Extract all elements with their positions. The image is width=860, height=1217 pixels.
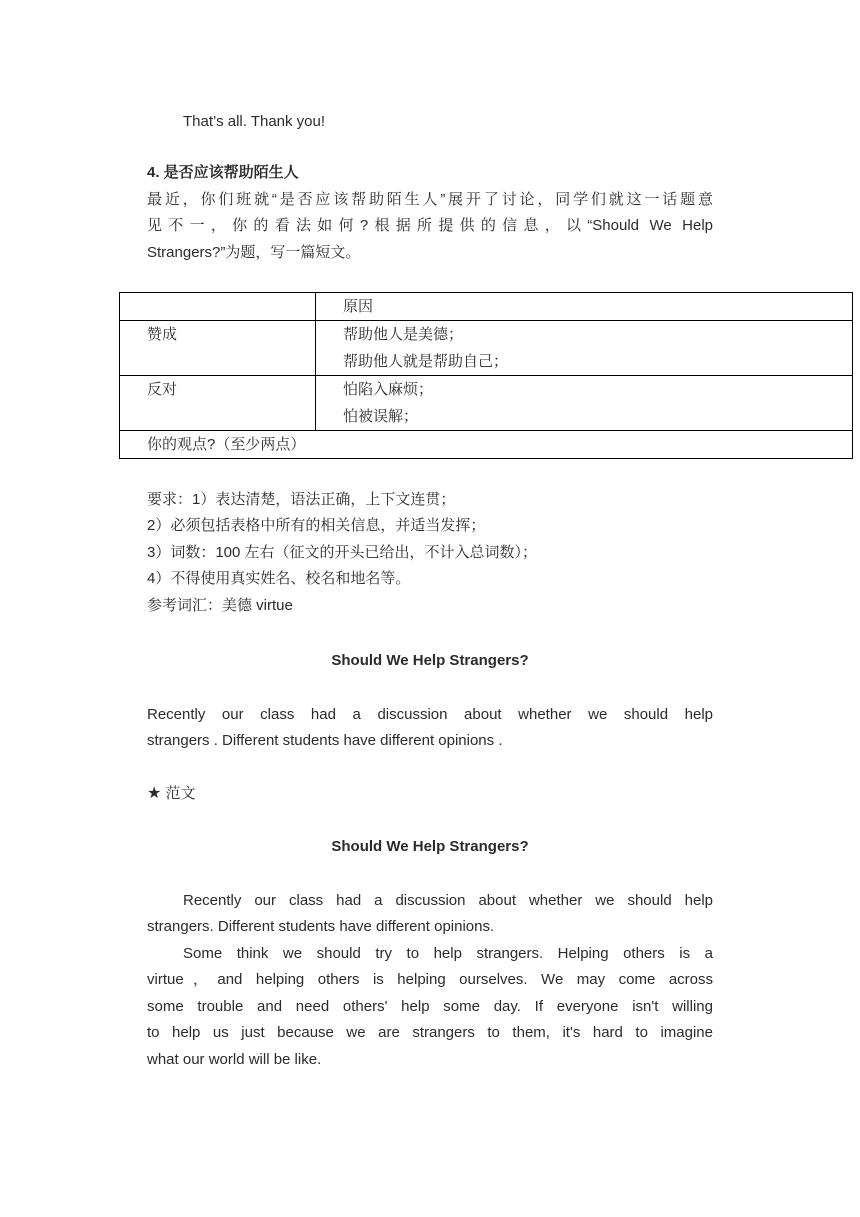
table-footer-cell: 你的观点?（至少两点）	[120, 431, 853, 459]
requirement-line: 2）必须包括表格中所有的相关信息，并适当发挥；	[147, 517, 486, 534]
model-essay-line: Recently our class had a discussion about whether we should help	[183, 892, 713, 909]
model-essay-line: strangers. Different students have different opinions.	[147, 918, 495, 935]
table-footer-row	[120, 431, 853, 459]
model-essay-line: to help us just because we are strangers to them, it's hard to imagine	[147, 1024, 713, 1041]
closing-line: That’s all. Thank you!	[183, 113, 326, 130]
table-header-row	[120, 293, 853, 321]
table-row-reasons	[316, 376, 853, 431]
prompt-line: 见不一，你的看法如何?根据所提供的信息，以“Should We Help	[147, 217, 713, 234]
table-header-cell	[120, 293, 316, 321]
table-row	[120, 321, 853, 376]
model-essay-line: some trouble and need others' help some day. If everyone isn't willing	[147, 998, 713, 1015]
table-row-reasons	[316, 321, 853, 376]
essay-start-title: Should We Help Strangers?	[331, 652, 529, 669]
reason-item: 帮助他人就是帮助自己；	[343, 353, 509, 370]
table-row	[120, 376, 853, 431]
star-icon: ★	[147, 785, 162, 802]
model-essay-line: Some think we should try to help strangers. Helping others is a	[183, 945, 713, 962]
reason-item: 帮助他人是美德；	[343, 326, 464, 343]
requirement-line: 参考词汇：美德 virtue	[147, 597, 293, 614]
model-essay-line: what our world will be like.	[147, 1051, 322, 1068]
table-header-cell: 原因	[316, 293, 853, 321]
essay-start-line: strangers . Different students have different opinions .	[147, 732, 503, 749]
requirement-line: 要求：1）表达清楚，语法正确，上下文连贯；	[147, 491, 456, 508]
requirement-line: 4）不得使用真实姓名、校名和地名等。	[147, 570, 411, 587]
requirement-line: 3）词数：100 左右（征文的开头已给出，不计入总词数）；	[147, 544, 538, 561]
prompt-line: 最近，你们班就“是否应该帮助陌生人”展开了讨论，同学们就这一话题意	[147, 191, 713, 208]
info-table	[119, 292, 853, 459]
model-essay-title: Should We Help Strangers?	[331, 838, 529, 855]
reason-item: 怕陷入麻烦；	[343, 381, 434, 398]
table-row-label: 赞成	[120, 321, 316, 376]
model-label	[147, 781, 196, 807]
reason-item: 怕被误解；	[343, 408, 419, 425]
prompt-line: Strangers?”为题，写一篇短文。	[147, 244, 361, 261]
section-heading: 4. 是否应该帮助陌生人	[147, 164, 299, 181]
table-row-label: 反对	[120, 376, 316, 431]
essay-start-line: Recently our class had a discussion about whether we should help	[147, 706, 713, 723]
model-label-text: 范文	[165, 785, 196, 802]
model-essay-line: virtue，and helping others is helping ourselves. We may come across	[147, 971, 713, 988]
